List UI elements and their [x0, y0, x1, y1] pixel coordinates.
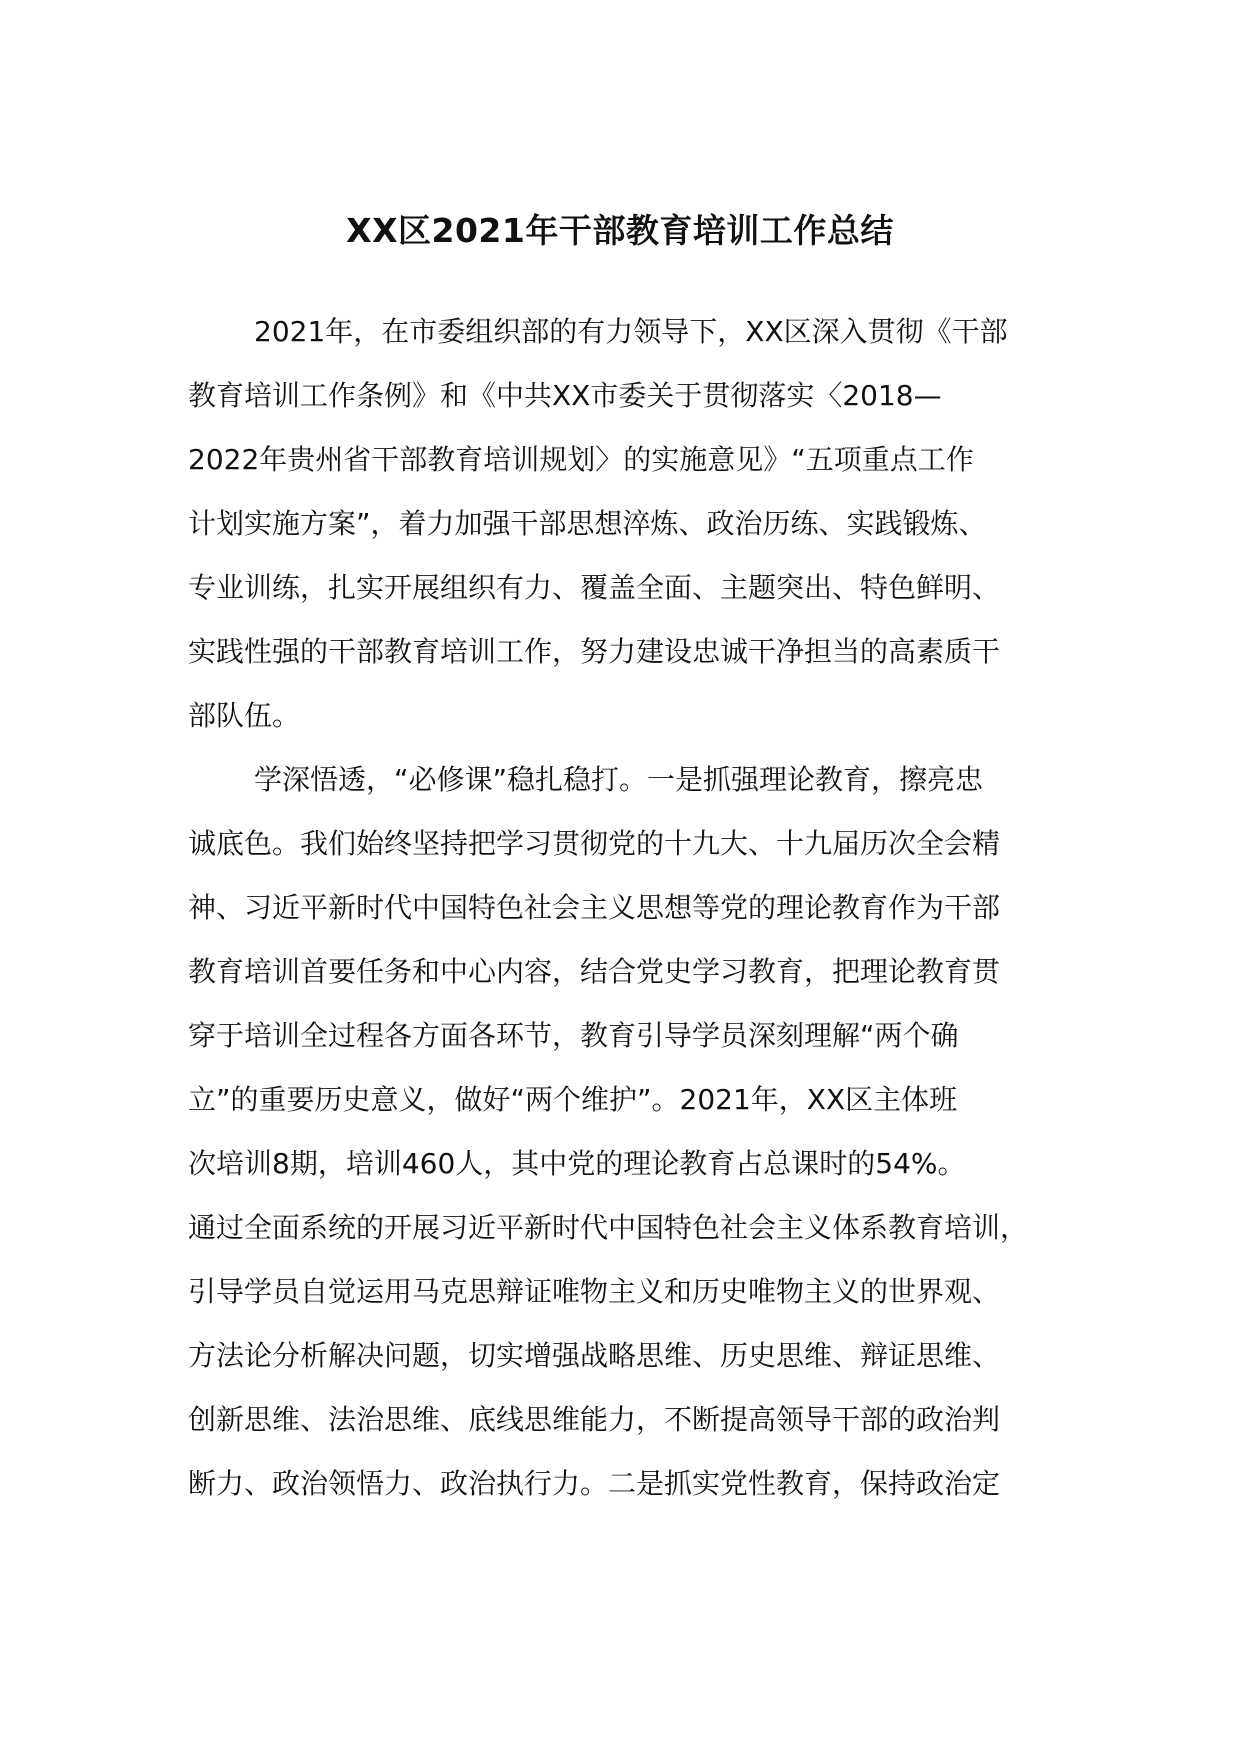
paragraph-2-line-9: 引导学员自觉运用马克思辩证唯物主义和历史唯物主义的世界观、 — [188, 1275, 1001, 1308]
paragraph-2-line-6: 立”的重要历史意义，做好“两个维护”。2021年，XX区主体班 — [188, 1083, 958, 1116]
paragraph-1-line-3: 2022年贵州省干部教育培训规划〉的实施意见》“五项重点工作 — [188, 443, 974, 476]
paragraph-2-line-3: 神、习近平新时代中国特色社会主义思想等党的理论教育作为干部 — [188, 891, 1001, 924]
paragraph-2-line-7: 次培训8期，培训460人，其中党的理论教育占总课时的54%。 — [188, 1147, 966, 1180]
paragraph-2-line-12: 断力、政治领悟力、政治执行力。二是抓实党性教育，保持政治定 — [188, 1467, 1001, 1500]
paragraph-2-line-4: 教育培训首要任务和中心内容，结合党史学习教育，把理论教育贯 — [188, 955, 1001, 988]
paragraph-1-line-6: 实践性强的干部教育培训工作，努力建设忠诚干净担当的高素质干 — [188, 635, 1001, 668]
paragraph-2-line-8: 通过全面系统的开展习近平新时代中国特色社会主义体系教育培训， — [188, 1211, 1029, 1244]
paragraph-1-line-2: 教育培训工作条例》和《中共XX市委关于贯彻落实〈2018— — [188, 379, 942, 412]
paragraph-2-line-10: 方法论分析解决问题，切实增强战略思维、历史思维、辩证思维、 — [188, 1339, 1001, 1372]
paragraph-1-line-4: 计划实施方案”，着力加强干部思想淬炼、政治历练、实践锻炼、 — [188, 507, 987, 540]
paragraph-2-line-2: 诚底色。我们始终坚持把学习贯彻党的十九大、十九届历次全会精 — [188, 827, 1001, 860]
paragraph-2-line-1: 学深悟透，“必修课”稳扎稳打。一是抓强理论教育，擦亮忠 — [254, 763, 984, 796]
paragraph-2-line-11: 创新思维、法治思维、底线思维能力，不断提高领导干部的政治判 — [188, 1403, 1001, 1436]
paragraph-2-line-5: 穿于培训全过程各方面各环节，教育引导学员深刻理解“两个确 — [188, 1019, 959, 1052]
paragraph-1-line-1: 2021年，在市委组织部的有力领导下，XX区深入贯彻《干部 — [254, 315, 1008, 348]
paragraph-1-line-7: 部队伍。 — [188, 699, 301, 732]
document-title: XX区2021年干部教育培训工作总结 — [346, 211, 894, 250]
document-body — [188, 300, 1068, 1516]
paragraph-1-line-5: 专业训练，扎实开展组织有力、覆盖全面、主题突出、特色鲜明、 — [188, 571, 1001, 604]
